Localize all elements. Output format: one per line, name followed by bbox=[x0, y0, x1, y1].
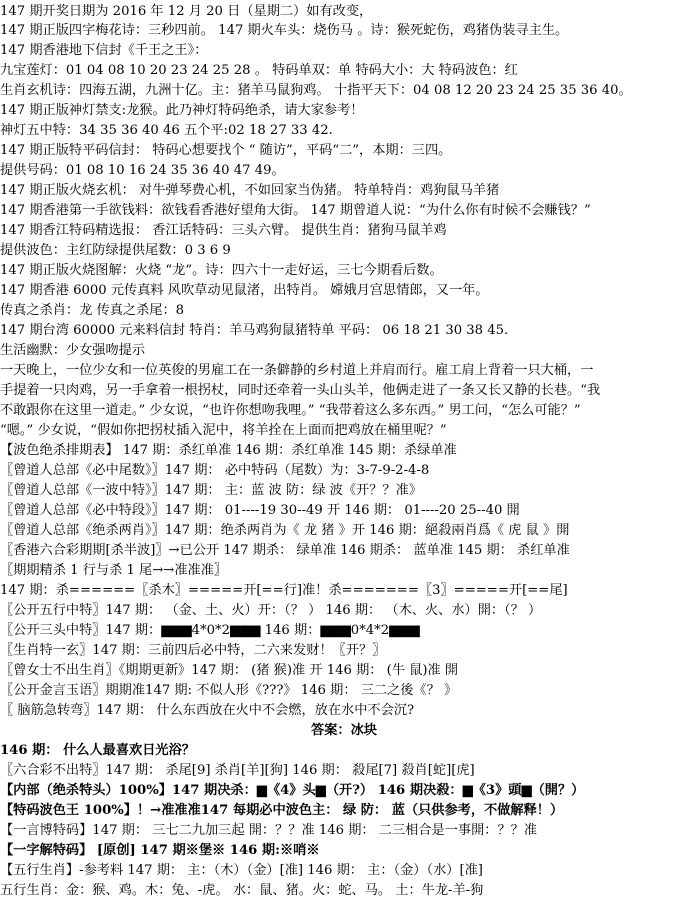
text-line-l19: 一天晚上，一位少女和一位英俊的男雇工在一条僻静的乡村道上并肩而行。雇工肩上背着一只大桶，一 bbox=[0, 363, 594, 378]
text-line-l21: 不敢跟你在这里一道走。” 少女说，“也许你想吻我哩。” “我带着这么多东西。” 男工问，“怎么可能？” bbox=[0, 403, 581, 418]
text-line-l43: 【一字解特码】 [原创] 147 期※堡※ 146 期:※哨※ bbox=[0, 843, 320, 858]
text-line-l35: 〖公开金言玉语〗期期准147 期: 不似人形《???》 146 期： 三二之後《？ 》 bbox=[0, 683, 458, 698]
text-line-l01: 147 期开奖日期为 2016 年 12 月 20 日（星期二）如有改变， bbox=[0, 4, 373, 19]
text-line-l41: 【特码波色王 100%】！→准准准147 每期必中波色主： 绿 防： 蓝（只供参考，不做解释！） bbox=[0, 803, 564, 818]
text-line-l13: 提供波色：主红防绿提供尾数：0 3 6 9 bbox=[0, 243, 231, 258]
text-line-l29: 〖期期精杀 1 行与杀 1 尾→→准准准〗 bbox=[0, 563, 228, 578]
text-line-l22: “嗯。” 少女说，“假如你把拐杖插入泥中，将羊拴在上面而把鸡放在桶里呢？” bbox=[0, 423, 447, 438]
text-line-l14: 147 期正版火烧图解：火烧 “龙”。诗：四六十一走好运，三七今期看后数。 bbox=[0, 263, 443, 278]
text-line-l09: 提供号码：01 08 10 16 24 35 36 40 47 49。 bbox=[0, 163, 285, 178]
text-line-l06: 147 期正版神灯禁支:龙猴。此乃神灯特码绝杀，请大家参考！ bbox=[0, 103, 364, 118]
text-line-l15: 147 期香港 6000 元传真料 风吹草动见鼠渚，出特肖。 嫦娥月宫思情郎，又一年。 bbox=[0, 283, 489, 298]
text-line-l18: 生活幽默：少女强吻提示 bbox=[0, 343, 146, 358]
text-line-l39: 〖六合彩不出特〗147 期： 杀尾[9] 杀肖[羊][狗] 146 期： 殺尾[7] 殺肖[蛇][虎] bbox=[0, 763, 475, 778]
text-line-l17: 147 期台湾 60000 元来料信封 特肖：羊马鸡狗鼠猪特单 平码： 06 18 21 30 38 45. bbox=[0, 323, 509, 338]
text-line-l31: 〖公开五行中特〗147 期： （金、土、火）开：（？ ） 146 期： （木、火、水）開：（？ ） bbox=[0, 603, 542, 618]
text-line-l07: 神灯五中特：34 35 36 40 46 五个平:02 18 27 33 42. bbox=[0, 123, 333, 138]
text-line-l45: 五行生肖：金：猴、鸡。木：兔、-虎。 水：鼠、猪。火：蛇、马。 土：牛龙-羊-狗 bbox=[0, 883, 484, 898]
text-line-l12: 147 期香江特码精选报： 香江话特码：三头六臂。 提供生肖：猪狗马鼠羊鸡 bbox=[0, 223, 447, 238]
text-line-l32: 〖公开三头中特〗147 期：▆▆▆4*0*2▆▆▆ 146 期：▆▆▆0*4*2▆▆▆ bbox=[0, 623, 420, 638]
text-line-l38: 146 期： 什么人最喜欢日光浴？ bbox=[0, 743, 195, 758]
text-line-l40: 【内部（绝杀特头）100%】147 期决杀：▆《4》头▆（开?） 146 期决殺：▆《3》頭▆（開？） bbox=[0, 783, 585, 798]
text-line-l24: 〖曾道人总部《必中尾数》〗147 期： 必中特码（尾数）为：3-7-9-2-4-8 bbox=[0, 463, 430, 478]
text-line-l04: 九宝莲灯：01 04 08 10 20 23 24 25 28 。 特码单双：单 特码大小：大 特码波色：红 bbox=[0, 63, 518, 78]
text-line-l42: 【一言博特码】147 期： 三七二九加三起 開：？？准 146 期： 二三相合是一事開：？？准 bbox=[0, 823, 538, 838]
text-line-l27: 〖曾道人总部《绝杀两肖》〗147 期：绝杀两肖为《 龙 猪 》开 146 期：絕殺兩肖爲《 虎 鼠 》開 bbox=[0, 523, 570, 538]
text-line-l10: 147 期正版火烧玄机： 对牛弹琴费心机，不如回家当伪猪。 特单特肖：鸡狗鼠马羊猪 bbox=[0, 183, 500, 198]
text-line-l28: 〖香港六合彩期期[杀半波]〗→已公开 147 期杀： 绿单准 146 期杀： 蓝单准 145 期： 杀红单准 bbox=[0, 543, 570, 558]
text-line-l20: 手提着一只肉鸡，另一手拿着一根拐杖，同时还牵着一头山头羊，他俩走进了一条又长又静的长巷。“我 bbox=[0, 383, 601, 398]
text-line-l30: 147 期：杀======〖杀木〗=====开[==行]准！杀=======〖3〗=====开[==尾] bbox=[0, 583, 568, 598]
text-line-l26: 〖曾道人总部《必中特段》〗147 期： 01----19 30--49 开 146 期： 01----20 25--40 開 bbox=[0, 503, 520, 518]
text-line-l02: 147 期正版四字梅花诗：三秒四前。 147 期火车头：烧伤马 。诗：猴死蛇伤，鸡猪伪装寻主生。 bbox=[0, 23, 569, 38]
text-line-l44: 【五行生肖】-参考料 147 期： 主：（木）（金）[准] 146 期： 主：（金）（水）[准] bbox=[0, 863, 483, 878]
text-line-l33: 〖生肖特一玄〗147 期：三前四后必中特，二六来发财！〖开？〗 bbox=[0, 643, 386, 658]
text-line-l25: 〖曾道人总部《一波中特》〗147 期： 主：蓝 波 防：绿 波《开？？准》 bbox=[0, 483, 422, 498]
text-line-l03: 147 期香港地下信封《千王之王》： bbox=[0, 43, 208, 58]
text-line-l23: 【波色绝杀排期表】 147 期：杀红单准 146 期：杀红单准 145 期：杀绿单准 bbox=[0, 443, 457, 458]
text-line-l36: 〖 脑筋急转弯〗147 期： 什么东西放在火中不会燃，放在水中不会沉? bbox=[0, 703, 415, 718]
text-line-l05: 生肖玄机诗：四海五湖，九洲十亿。主：猪羊马鼠狗鸡。 十指平天下：04 08 12 20 23 24 25 35 36 40。 bbox=[0, 83, 632, 98]
text-line-l34: 〖曾女士不出生肖〗《期期更新》147 期： (猪 猴)准 开 146 期： (牛 鼠)准 開 bbox=[0, 663, 459, 678]
text-line-l37: 答案：冰块 bbox=[311, 723, 377, 738]
text-line-l11: 147 期香港第一手欲钱料：欲钱看香港好望角大街。 147 期曾道人说：“为什么你有时候不会赚钱？” bbox=[0, 203, 591, 218]
text-line-l08: 147 期正版特平码信封： 特码心想要找个 “ 随访”，平码“二”，本期：三四。 bbox=[0, 143, 452, 158]
text-line-l16: 传真之杀肖：龙 传真之杀尾：8 bbox=[0, 303, 185, 318]
